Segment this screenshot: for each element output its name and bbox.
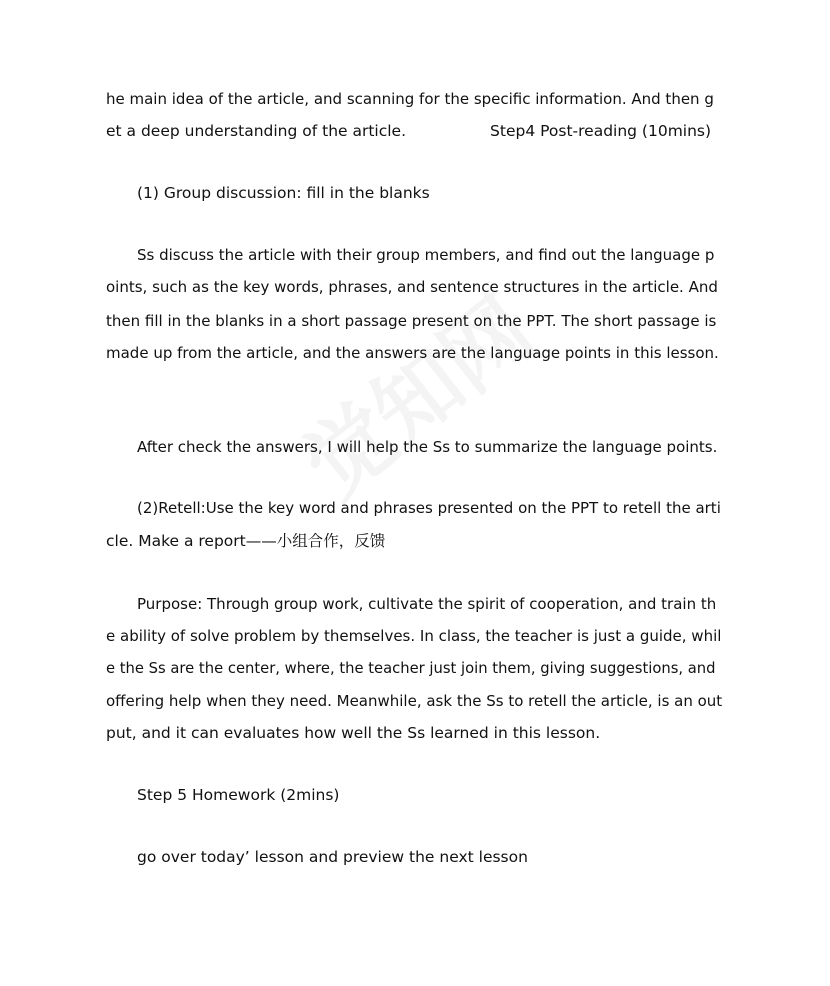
group-discussion-heading: (1) Group discussion: fill in the blanks [137, 184, 430, 202]
retell-line-2: cle. Make a report——小组合作，反馈 [106, 532, 386, 550]
purpose-line-2: e ability of solve problem by themselves. In class, the teacher is just a guide, whil [106, 627, 722, 645]
paragraph-4-line-1: After check the answers, I will help the Ss to summarize the language points. [137, 438, 718, 456]
purpose-line-4: offering help when they need. Meanwhile, ask the Ss to retell the article, is an out [106, 692, 723, 710]
paragraph-1-line-2-text: et a deep understanding of the article. [106, 122, 407, 140]
paragraph-3-line-1: Ss discuss the article with their group members, and find out the language p [137, 246, 715, 264]
paragraph-3-line-4: made up from the article, and the answers are the language points in this lesson. [106, 344, 719, 362]
purpose-line-3: e the Ss are the center, where, the teacher just join them, giving suggestions, and [106, 660, 716, 677]
watermark [274, 264, 554, 521]
purpose-line-1: Purpose: Through group work, cultivate the spirit of cooperation, and train th [137, 595, 717, 613]
retell-line-1: (2)Retell:Use the key word and phrases presented on the PPT to retell the arti [137, 499, 721, 517]
step5-heading: Step 5 Homework (2mins) [137, 786, 340, 804]
paragraph-1-line-2 [106, 121, 722, 141]
paragraph-1-line-1: he main idea of the article, and scanning for the specific information. And then g [106, 90, 714, 108]
purpose-line-5: put, and it can evaluates how well the Ss learned in this lesson. [106, 724, 601, 742]
paragraph-3-line-2: oints, such as the key words, phrases, and sentence structures in the article. And [106, 278, 718, 296]
step4-heading: Step4 Post-reading (10mins) [490, 122, 712, 140]
homework-line: go over today’ lesson and preview the next lesson [137, 848, 528, 866]
paragraph-3-line-3: then fill in the blanks in a short passage present on the PPT. The short passage is [106, 312, 717, 330]
